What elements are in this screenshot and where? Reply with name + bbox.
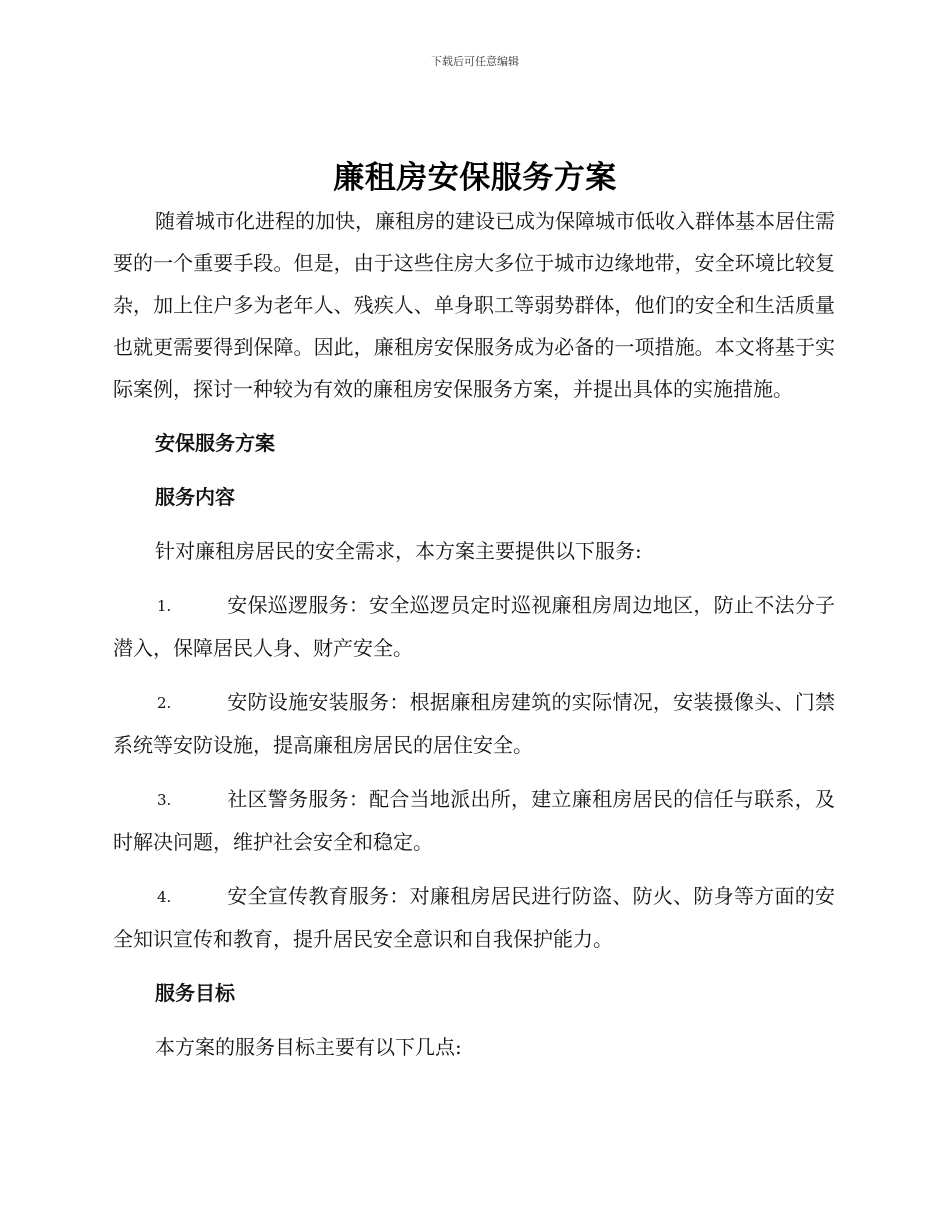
sub-heading-service-content: 服务内容 bbox=[155, 485, 235, 509]
list-item bbox=[113, 584, 835, 669]
list-item bbox=[113, 778, 835, 863]
list-item-number: 3. bbox=[157, 791, 172, 809]
list-item-number: 2. bbox=[157, 694, 172, 712]
list-item-number: 1. bbox=[157, 597, 172, 615]
section-heading-security-plan: 安保服务方案 bbox=[155, 431, 275, 455]
service-goals-lead: 本方案的服务目标主要有以下几点: bbox=[155, 1035, 462, 1059]
list-item-text: 安全宣传教育服务：对廉租房居民进行防盗、防火、防身等方面的安全知识宣传和教育，提升居民安全意识和自我保护能力。 bbox=[113, 884, 835, 951]
sub-heading-service-goals: 服务目标 bbox=[155, 981, 235, 1005]
list-item bbox=[113, 875, 835, 960]
list-item-text: 安保巡逻服务：安全巡逻员定时巡视廉租房周边地区，防止不法分子潜入，保障居民人身、财产安全。 bbox=[113, 593, 835, 660]
header-note: 下载后可任意编辑 bbox=[431, 55, 519, 68]
list-item bbox=[113, 681, 835, 766]
document-title: 廉租房安保服务方案 bbox=[333, 160, 617, 196]
list-item-number: 4. bbox=[157, 888, 172, 906]
document-body bbox=[113, 200, 835, 1068]
intro-paragraph: 随着城市化进程的加快，廉租房的建设已成为保障城市低收入群体基本居住需要的一个重要手段。但是，由于这些住房大多位于城市边缘地带，安全环境比较复杂，加上住户多为老年人、残疾人、单身职工等弱势群体，他们的安全和生活质量也就更需要得到保障。因此，廉租房安保服务成为必备的一项措施。本文将基于实际案例，探讨一种较为有效的廉租房安保服务方案，并提出具体的实施措施。 bbox=[113, 209, 835, 401]
service-content-lead: 针对廉租房居民的安全需求，本方案主要提供以下服务: bbox=[155, 539, 642, 563]
list-item-text: 安防设施安装服务：根据廉租房建筑的实际情况，安装摄像头、门禁系统等安防设施，提高廉租房居民的居住安全。 bbox=[113, 690, 835, 757]
list-item-text: 社区警务服务：配合当地派出所，建立廉租房居民的信任与联系，及时解决问题，维护社会安全和稳定。 bbox=[113, 787, 835, 854]
